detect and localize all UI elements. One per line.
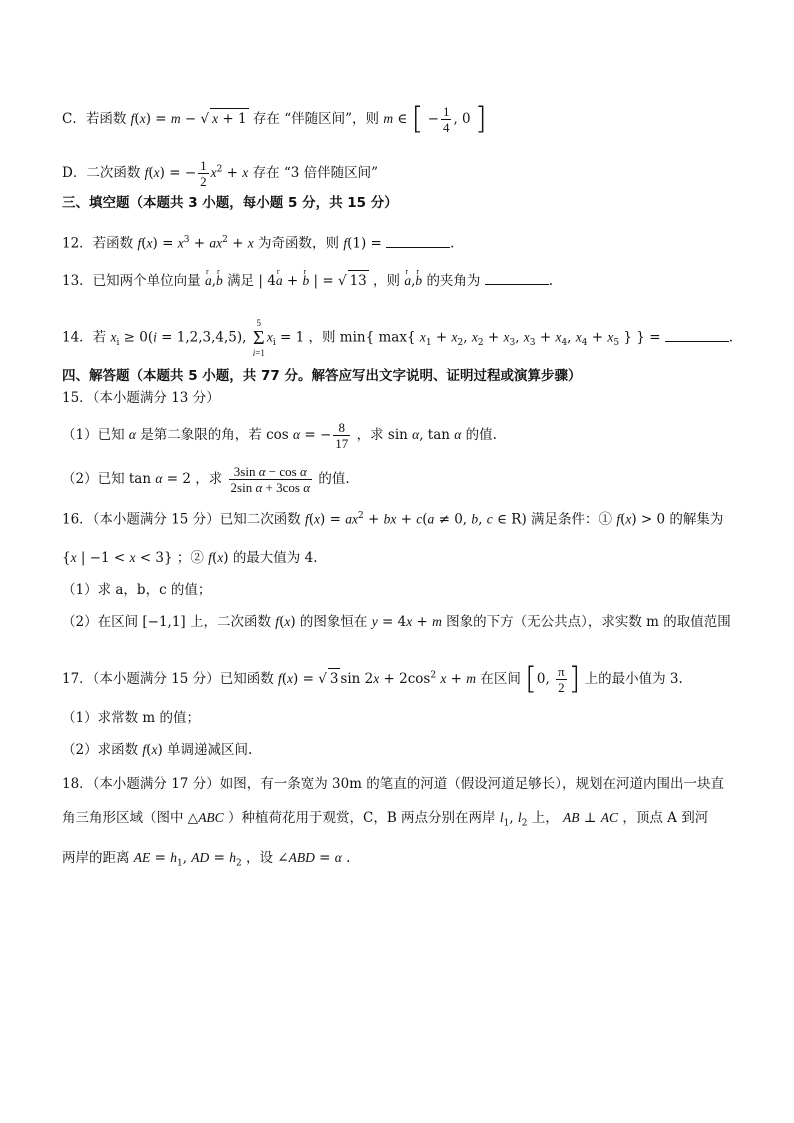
question-18-line-1: 18．（本小题满分 17 分）如图，有一条宽为 30m 的笔直的河道（假设河道足够长），规划在河道内围出一块直 — [62, 776, 724, 792]
q15-2-text-b: ，求 — [195, 471, 223, 487]
option-d: D．二次函数 f(x) = − $\frac{1}{2}$ $x^2 + x$ 存在 “3 倍伴随区间” — [62, 158, 379, 189]
question-15-head: 15．（本小题满分 13 分） — [62, 390, 220, 406]
q15-2-text-c: 的值. — [318, 471, 350, 487]
question-15-1: （1）已知 α 是第二象限的角，若 cos α = − $\frac{8}{17}$ ，求 sin α, tan α 的值. — [62, 420, 497, 451]
answer-blank-12[interactable] — [386, 233, 450, 248]
option-c-label: C．若函数 — [62, 111, 127, 127]
q18-text-2a: 角三角形区域（图中 — [62, 810, 184, 826]
q13-text-a: 13．已知两个单位向量 — [62, 273, 201, 289]
q15-2-text-a: （2）已知 — [62, 471, 125, 487]
q12-text-b: 为奇函数，则 — [258, 235, 340, 252]
q13-text-d: 的夹角为 — [426, 273, 481, 289]
q16-text-b: 满足条件：① — [531, 511, 613, 528]
q18-text-3a: 两岸的距离 — [62, 850, 130, 866]
question-17-1: （1）求常数 m 的值； — [62, 710, 200, 726]
q12-text-a: 12．若函数 — [62, 235, 134, 252]
q15-1-text-c: ，求 — [356, 427, 384, 443]
q18-text-2b: ）种植荷花用于观赏，C，B 两点分别在两岸 — [227, 810, 496, 826]
q17-text-a: 17．（本小题满分 15 分）已知函数 — [62, 671, 274, 687]
option-c-cond: 存在 “伴随区间”，则 — [252, 111, 380, 127]
q17-text-b: 在区间 — [480, 671, 521, 687]
q16-2-text-b: 上，二次函数 — [190, 614, 271, 630]
q16-text-d: ；② — [176, 550, 204, 566]
q16-2-text-a: （2）在区间 — [62, 614, 139, 630]
option-c: C．若函数 f(x) = m − √ x + 1 存在 “伴随区间”，则 m ∈ [ − $\frac{1}{4}$ , 0 ] — [62, 101, 487, 137]
q17-text-c: 上的最小值为 3. — [584, 671, 683, 687]
q18-text-2c: 上， — [531, 810, 559, 826]
q16-text-c: 的解集为 — [669, 511, 724, 528]
q18-text-2d: ，顶点 A 到河 — [622, 810, 709, 826]
q16-2-text-d: 图象的下方（无公共点），求实数 m 的取值范围 — [446, 614, 731, 630]
question-18-line-3: 两岸的距离 AE = $h_1$, AD = $h_2$ ，设 ∠ABD = α . — [62, 850, 351, 869]
q17-2-text-b: 单调递减区间. — [167, 742, 253, 758]
question-16-1: （1）求 a，b，c 的值； — [62, 582, 212, 598]
q16-text-e: 的最大值为 4. — [232, 550, 318, 566]
q16-2-text-c: 的图象恒在 — [299, 614, 368, 630]
formula-c: f — [130, 111, 135, 126]
formula-d: f — [144, 165, 149, 180]
question-16-cont: {x | −1 < x < 3} ；② f(x) 的最大值为 4. — [62, 550, 318, 566]
question-18-line-2: 角三角形区域（图中 △ABC ）种植荷花用于观赏，C，B 两点分别在两岸 $l_1$, $l_2$ 上， AB ⊥ AC ，顶点 A 到河 — [62, 810, 709, 829]
question-17: 17．（本小题满分 15 分）已知函数 f(x) = √ 3 $\sin 2x + 2\cos^2$ x + m 在区间 [0, $\frac{\pi}{2}$ ] 上的最小值为 3. — [62, 661, 683, 697]
section-4-title: 四、解答题（本题共 5 小题，共 77 分。解答应写出文字说明、证明过程或演算步骤） — [62, 368, 582, 384]
answer-blank-14[interactable] — [665, 327, 729, 342]
q18-text-3c: . — [346, 850, 351, 866]
question-12: 12．若函数 $f(x) = x^3 + ax^2 + x$ 为奇函数，则 f(1) = . — [62, 230, 454, 254]
option-d-label: D．二次函数 — [62, 165, 141, 181]
question-17-2: （2）求函数 f(x) 单调递减区间. — [62, 742, 253, 758]
question-16-2: （2）在区间 [−1,1] 上，二次函数 f(x) 的图象恒在 y = 4x + m 图象的下方（无公共点），求实数 m 的取值范围 — [62, 614, 731, 630]
q18-text-3b: ，设 — [245, 850, 273, 866]
q13-text-c: ，则 — [373, 273, 401, 289]
question-15-2: （2）已知 tan α = 2 ，求 $\frac{\text{3sin α − cos α}}{\text{2sin α + 3cos α}}$ 的值. — [62, 464, 350, 495]
q15-1-text-d: 的值. — [465, 427, 497, 443]
q15-1-text-b: 是第二象限的角，若 — [140, 427, 262, 443]
question-13: 13．已知两个单位向量 r a,r b 满足 | 4r a + r b | = √ 13 ，则 r a,r b 的夹角为 . — [62, 270, 553, 291]
q17-2-text-a: （2）求函数 — [62, 742, 139, 758]
q13-text-b: 满足 — [227, 273, 255, 289]
q15-1-text-a: （1）已知 — [62, 427, 125, 443]
q14-text-a: 14．若 — [62, 329, 107, 346]
q16-text-a: 16．（本小题满分 15 分）已知二次函数 — [62, 511, 301, 528]
q14-text-b: ，则 — [308, 329, 336, 346]
sum-symbol: 5 Σ i=1 — [252, 318, 265, 358]
answer-blank-13[interactable] — [485, 270, 549, 285]
section-3-title: 三、填空题（本题共 3 小题，每小题 5 分，共 15 分） — [62, 195, 398, 211]
question-14: 14．若 $x_i \ge 0(i = 1,2,3,4,5)$, 5 Σ i=1 $x_i = 1$ ，则 min{ max{ $x_1 + x_2$, $x_2 + x_3$, $x_3 + x_4$, $x_4 + x_5$ } } = . — [62, 318, 734, 358]
question-16: 16．（本小题满分 15 分）已知二次函数 $f(x) = ax^2$ + bx + c(a ≠ 0, b, c ∈ R) 满足条件：① f(x) > 0 的解集为 — [62, 511, 724, 528]
option-d-cond: 存在 “3 倍伴随区间” — [252, 165, 379, 181]
